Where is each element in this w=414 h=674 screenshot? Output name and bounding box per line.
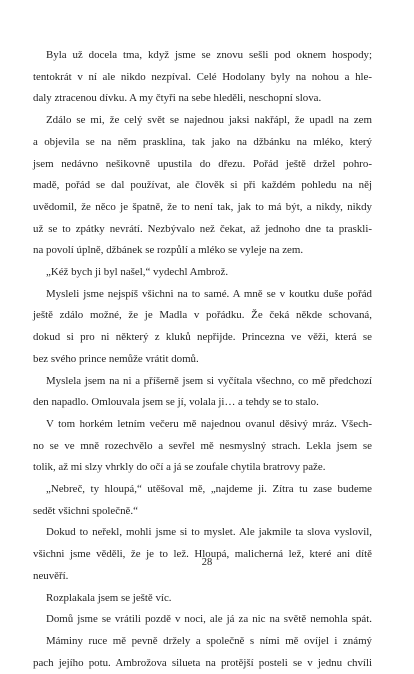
text-line: den napadlo. Omlouvala jsem se jí, volala ji… a tehdy se to stalo. bbox=[33, 396, 319, 409]
text-line: no se ve mně rozechvělo a sevřel mě nesmyslný strach. Lekla jsem se bbox=[33, 439, 372, 452]
text-line: a objevila se na něm prasklina, tak jako na džbánku na mléko, který bbox=[33, 135, 372, 148]
page-number: 28 bbox=[201, 557, 213, 568]
text-line: V tom horkém letním večeru mě najednou ovanul děsivý mráz. Všech- bbox=[46, 417, 372, 430]
text-line: bez svého prince nemůže vrátit domů. bbox=[33, 352, 199, 365]
text-line: Dokud to neřekl, mohli jsme si to myslet. Ale jakmile ta slova vyslovil, bbox=[46, 526, 372, 539]
text-line: „Kéž bych ji byl našel,“ vydechl Ambrož. bbox=[46, 266, 229, 279]
text-line: tentokrát v ní ale nikdo nezpíval. Celé Hodolany byly na nohou a hle- bbox=[33, 70, 372, 83]
text-line: Byla už docela tma, když jsme se znovu sešli pod oknem hospody; bbox=[46, 49, 372, 61]
text-line: Domů jsme se vrátili pozdě v noci, ale já za nic na světě nemohla spát. bbox=[46, 613, 372, 626]
text-line: pach jejího potu. Ambrožova silueta na protější posteli se v jednu chvíli bbox=[33, 656, 372, 669]
text-line: Mysleli jsme nejspíš všichni na to samé. A mně se v koutku duše pořád bbox=[46, 287, 372, 300]
text-line: uvědomil, že něco je špatně, že to není tak, jak to má být, a nikdy, nikdy bbox=[33, 200, 372, 213]
text-line: Máminy ruce mě pevně držely a společně s ními mě ovíjel i známý bbox=[46, 634, 372, 647]
text-line: na povolí úplně, džbánek se rozpůlí a mléko se vyleje na zem. bbox=[33, 244, 304, 257]
text-line: neuvěří. bbox=[33, 569, 69, 582]
text-line: jsem nedávno nešikovně upustila do dřezu. Pořád ještě držel pohro- bbox=[33, 157, 372, 170]
text-line: všichni jsme věděli, že je to lež. Hloupá, malicherná lež, které ani dítě bbox=[33, 548, 372, 561]
text-line: už se to zpátky nevrátí. Nezbývalo než čekat, až jednoho dne ta praskli- bbox=[33, 222, 372, 235]
text-line: Myslela jsem na ni a příšerně jsem si vyčítala všechno, co mě předchozí bbox=[46, 374, 372, 387]
text-line: Rozplakala jsem se ještě víc. bbox=[46, 591, 172, 604]
text-line: ještě zdálo možné, že je Madla v pořádku. Že čeká někde schovaná, bbox=[33, 309, 372, 322]
body-text bbox=[33, 45, 372, 674]
text-line: dokud si pro ni některý z kluků nepřijde. Princezna ve věži, která se bbox=[33, 331, 372, 344]
text-line: madě, pořád se dal používat, ale člověk si při každém pohledu na něj bbox=[33, 179, 372, 192]
text-line: tolik, až mi slzy vhrkly do očí a já se zoufale chytila bratrovy paže. bbox=[33, 461, 326, 474]
text-line: sedět všichni společně.“ bbox=[33, 504, 138, 517]
text-line: „Nebreč, ty hloupá,“ utěšoval mě, „najdeme ji. Zítra tu zase budeme bbox=[46, 483, 372, 496]
text-line: daly ztracenou dívku. A my čtyři na sebe hleděli, neschopní slova. bbox=[33, 92, 322, 105]
text-line: Zdálo se mi, že celý svět se najednou jaksi nakřápl, že upadl na zem bbox=[46, 114, 372, 127]
